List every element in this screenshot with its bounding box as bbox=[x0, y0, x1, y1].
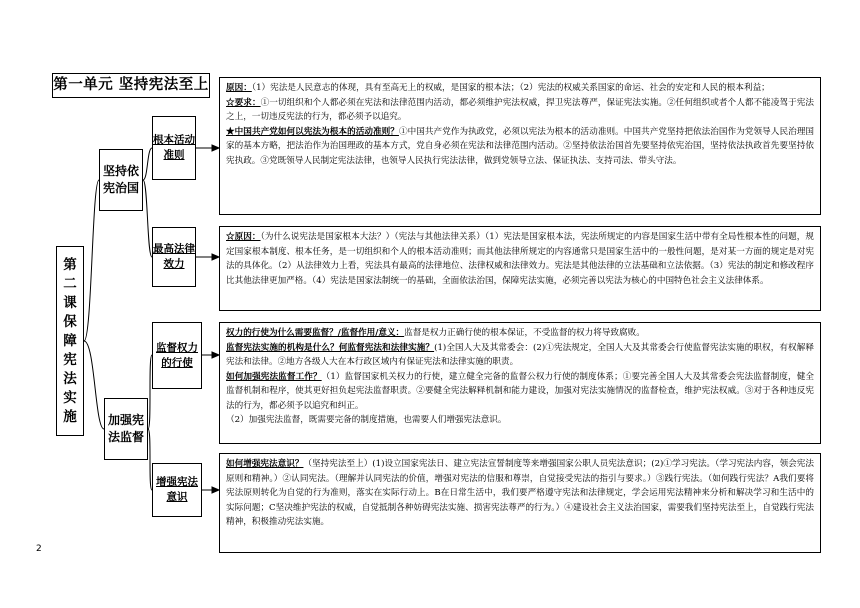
arrow-head-leaf1 bbox=[212, 145, 219, 151]
strengthen-supervision-paragraph bbox=[226, 370, 814, 414]
awareness-note-text: （2）加强宪法监督，既需要完备的制度措施，也需要人们增强宪法意识。 bbox=[226, 415, 507, 425]
arrow-head-leaf4 bbox=[212, 487, 219, 493]
content-box-constitution-awareness bbox=[219, 453, 821, 553]
supervising-organ-text: (1)全国人大及其常委会：(2)①宪法规定，全国人大及其常委会行使监督宪法实施的职权，有权解释宪法和法律。②地方各级人大在本行政区域内有保证宪法和法律实施的职责。 bbox=[226, 342, 814, 367]
branch-strengthen-supervision bbox=[104, 398, 148, 460]
sub-fundamental-norm bbox=[152, 116, 196, 180]
sub-label: 最高法律效力 bbox=[153, 243, 195, 270]
content-box-fundamental-norm bbox=[219, 77, 821, 215]
reason-text: （为什么说宪法是国家根本大法？）（宪法与其他法律关系）（1）宪法是国家根本法，宪法所规定的内容是国家生活中带有全局性根本性的问题，规定国家根本制度、根本任务，是一切组织和个人的根本活动准则；而其他法律所规定的内容通常只是国家生活中的一般性问题，是对某一方面的规定是对宪法的具体化。（2）从法律效力上看，宪法具有最高的法律地位、法律权威和法律效力。宪法是其他法律的立法基础和立法依据。（3）宪法的制定和修改程序比其他法律更加严格。（4）宪法是国家法制统一的基础，全面依法治国，保障宪法实施，必须完善以宪法为核心的中国特色社会主义法律体系。 bbox=[226, 232, 814, 286]
awareness-text: （坚持宪法至上）(1)设立国家宪法日、建立宪法宣誓制度等来增强国家公职人员宪法意识；(2)①学习宪法。（学习宪法内容，领会宪法原则和精神。）②认同宪法。（理解并认同宪法的价值，增强对宪法的信服和尊崇，自觉接受宪法的指引与要求。）③践行宪法。（如何践行宪法？A我们要将宪法原则转化为自觉的行为准则，落实在实际行动上。B在日常生活中，我们要严格遵守宪法和法律规定，学会运用宪法精神来分析和解决学习和生活中的实际问题；C坚决维护宪法的权威，自觉抵制各种妨碍宪法实施、损害宪法尊严的行为。）④建设社会主义法治国家，需要我们坚持宪法至上，自觉践行宪法精神，积极推动宪法实施。 bbox=[226, 459, 814, 527]
connector-lesson-to-unit2 bbox=[84, 341, 104, 429]
awareness-paragraph bbox=[226, 457, 814, 530]
requirement-heading: ☆要求： bbox=[226, 97, 261, 108]
sub-label: 根本活动准则 bbox=[153, 134, 195, 161]
arrow-head-leaf3 bbox=[212, 352, 219, 358]
page-number: 2 bbox=[36, 544, 42, 554]
why-supervise-text: 监督是权力正确行使的根本保证，不受监督的权力将导致腐败。 bbox=[404, 328, 645, 338]
reason-paragraph bbox=[226, 81, 814, 96]
strengthen-supervision-heading: 如何加强宪法监督工作？ bbox=[226, 371, 322, 382]
arrow-head-leaf2 bbox=[212, 254, 219, 260]
supervising-organ-heading: 监督宪法实施的机构是什么？何监督宪法和法律实施？ bbox=[226, 342, 435, 353]
connector-unit1-to-leaf2 bbox=[143, 180, 152, 257]
reason-heading: ☆原因： bbox=[226, 232, 261, 242]
lesson-title-text: 第二课 保障宪法实施 bbox=[63, 256, 77, 425]
branch-uphold-constitution-governance bbox=[99, 149, 143, 211]
party-text: ①中国共产党作为执政党，必须以宪法为根本的活动准则。中国共产党坚持把依法治国作为党领导人民治理国家的基本方略，把法治作为治国理政的基本方式，党自身必须在宪法和法律范围内活动。②坚持依法治国首先要坚持依宪治国，坚持依法执政首先要坚持依宪执政。③党既领导人民制定宪法法律，也领导人民执行宪法法律，做到党领导立法、保证执法、支持司法、带头守法。 bbox=[226, 126, 814, 166]
connector-unit1-to-leaf1 bbox=[143, 148, 152, 180]
why-supervise-heading: 权力的行使为什么需要监督？/监督作用/意义： bbox=[226, 328, 405, 338]
lesson-title bbox=[56, 246, 84, 436]
sub-constitution-awareness bbox=[152, 463, 202, 517]
content-box-supreme-effect bbox=[219, 226, 821, 311]
content-box-supervise-power bbox=[219, 322, 821, 444]
requirement-text: ①一切组织和个人都必须在宪法和法律范围内活动，都必须维护宪法权威，捍卫宪法尊严，保证宪法实施。②任何组织或者个人都不能凌驾于宪法之上，一切违反宪法的行为，都必须予以追究。 bbox=[226, 97, 814, 122]
party-heading: ★中国共产党如何以宪法为根本的活动准则？ bbox=[226, 126, 399, 137]
sub-label: 增强宪法意识 bbox=[156, 476, 198, 503]
party-paragraph bbox=[226, 125, 814, 169]
awareness-note-paragraph bbox=[226, 413, 814, 428]
why-supervise-paragraph bbox=[226, 326, 814, 341]
requirement-paragraph bbox=[226, 96, 814, 125]
sub-label: 监督权力的行使 bbox=[156, 341, 198, 369]
supervising-organ-paragraph bbox=[226, 341, 814, 370]
sub-supervise-power bbox=[152, 322, 202, 389]
connector-lesson-to-unit1 bbox=[84, 180, 99, 341]
branch-label: 加强宪法监督 bbox=[107, 413, 144, 444]
awareness-heading: 如何增强宪法意识？ bbox=[226, 459, 304, 469]
unit-title: 第一单元 坚持宪法至上 bbox=[52, 73, 210, 98]
branch-label: 坚持依宪治国 bbox=[102, 164, 139, 195]
reason-paragraph bbox=[226, 230, 814, 288]
reason-heading: 原因： bbox=[226, 83, 252, 93]
strengthen-supervision-text: （1）监督国家机关权力的行使，建立健全完备的监督公权力行使的制度体系；①要完善全国人大及其常委会宪法监督制度，健全监督机制和程序，使其更好担负起宪法监督职责。②要健全宪法解释机制和能力建设，加强对宪法实施情况的监督检查，维护宪法权威。③对于各种违反宪法的行为，都必须予以追究和纠正。 bbox=[226, 371, 814, 411]
sub-supreme-legal-effect bbox=[152, 227, 196, 287]
reason-text: （1）宪法是人民意志的体现，具有至高无上的权威，是国家的根本法；（2）宪法的权威关系国家的命运、社会的安定和人民的根本利益； bbox=[251, 83, 770, 93]
